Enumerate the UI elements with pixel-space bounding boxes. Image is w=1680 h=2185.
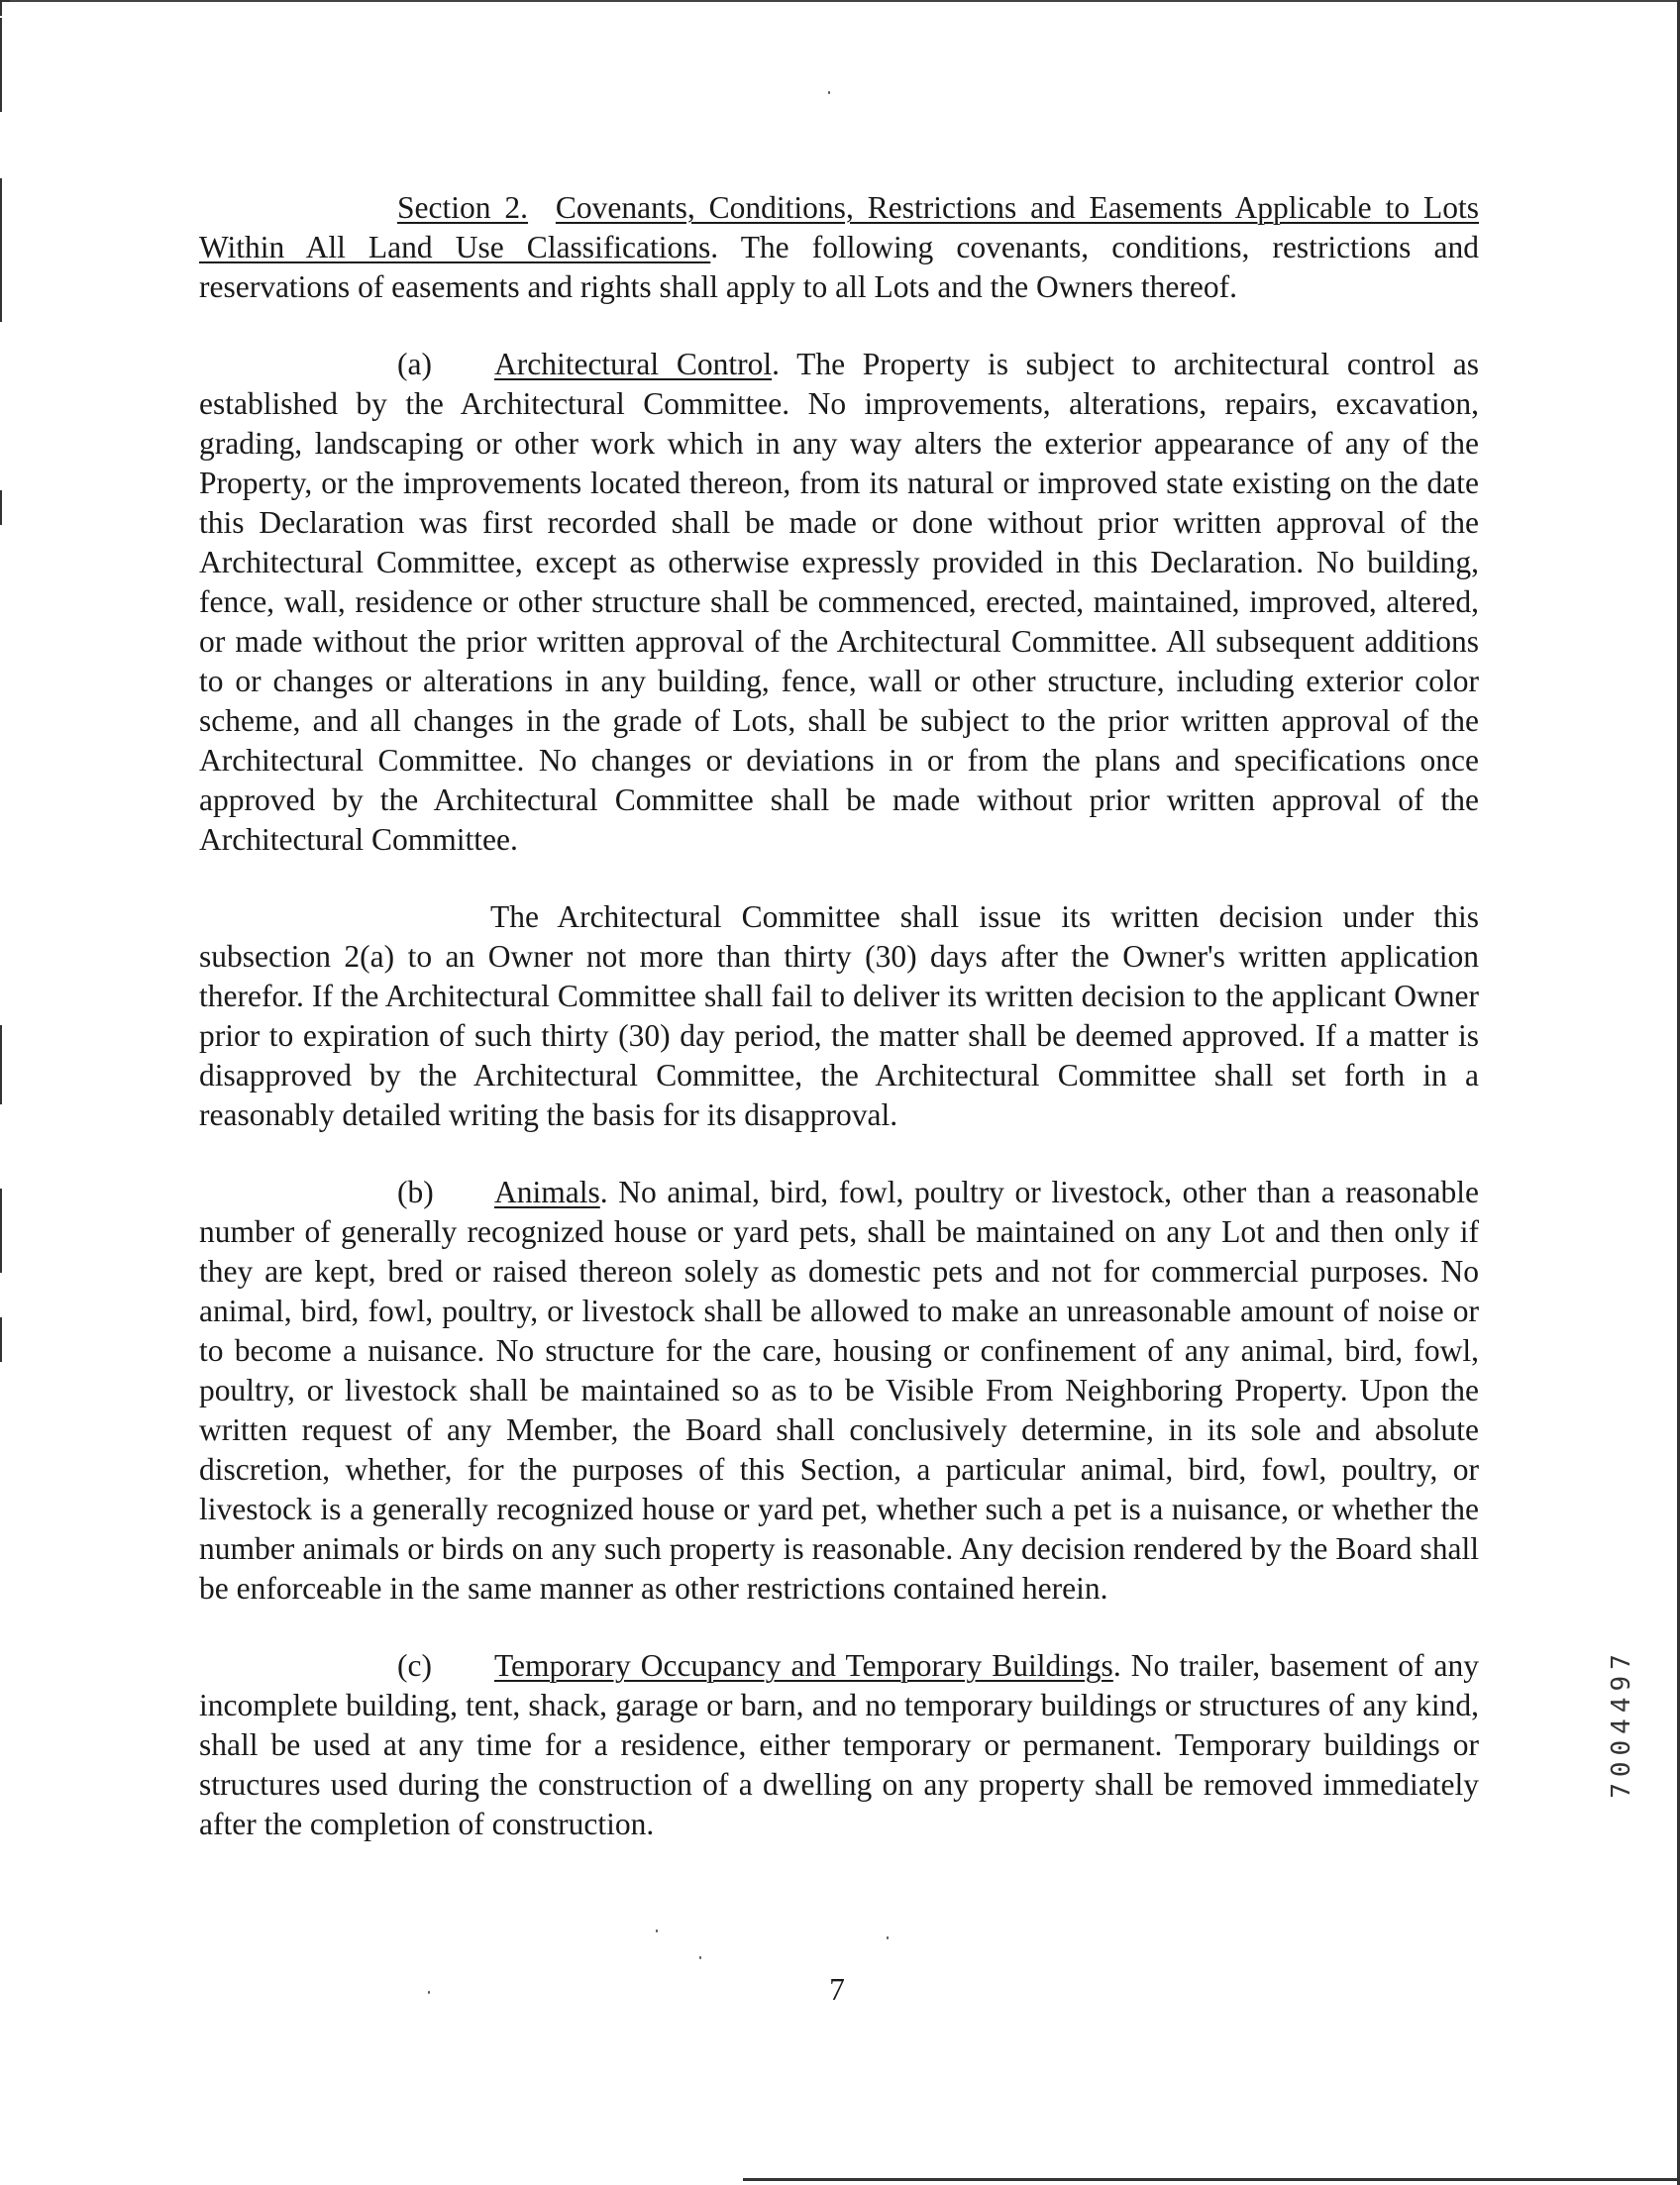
subsection-b-letter: (b) — [397, 1175, 434, 1209]
scan-bottom-edge — [743, 2178, 1680, 2181]
scan-left-mark — [0, 490, 2, 525]
scan-left-mark — [0, 1189, 2, 1273]
scan-top-edge — [0, 0, 1680, 2]
subsection-c-letter: (c) — [397, 1648, 432, 1683]
subsection-b-body: . No animal, bird, fowl, poultry or livestock, other than a reasonable number of generally recognized house or yard pets, shall be maintained on any Lot and then only if they are kept, bred or raised thereon solely as domestic pets and not for commercial purposes. No animal, bird, fowl, poultry, or livestock shall be allowed to make an unreasonable amount of noise or to become a nuisance. No structure for the care, housing or confinement of any animal, bird, fowl, poultry, or livestock shall be maintained so as to be Visible From Neighboring Property. Upon the written request of any Member, the Board shall conclusively determine, in its sole and absolute discretion, whether, for the purposes of this Section, a particular animal, bird, fowl, poultry, or livestock is a generally recognized house or yard pet, whether such a pet is a nuisance, or whether the number animals or birds on any such property is reasonable. Any decision rendered by the Board shall be enforceable in the same manner as other restrictions contained herein. — [199, 1175, 1479, 1606]
scan-speck — [656, 1929, 658, 1932]
section-2-title-part2: Within All Land Use Classifications — [199, 230, 711, 264]
scan-speck — [828, 91, 830, 94]
section-2-intro: . The following covenants, conditions, restrictions and reservations of easements and rights shall apply to all Lots and the Owners thereof. — [199, 230, 1479, 304]
subsection-a-letter: (a) — [397, 347, 432, 381]
subsection-a-paragraph — [199, 345, 1479, 860]
scan-left-mark — [0, 18, 2, 112]
scan-left-mark — [0, 178, 2, 322]
page-number: 7 — [829, 1972, 845, 2007]
subsection-c-paragraph — [199, 1646, 1479, 1844]
scan-speck — [699, 1956, 701, 1959]
margin-stamp-text: 7004497 — [1607, 1648, 1636, 1799]
subsection-c-body: . No trailer, basement of any incomplete building, tent, shack, garage or barn, and no temporary buildings or structures of any kind, shall be used at any time for a residence, either temporary or permanent. Temporary buildings or structures used during the construction of a dwelling on any property shall be removed immediately after the completion of construction. — [199, 1648, 1479, 1841]
subsection-a-title: Architectural Control — [494, 347, 773, 381]
section-2-title-part1: Covenants, Conditions, Restrictions and Easements Applicable to Lots — [555, 190, 1479, 225]
subsection-a-body: . The Property is subject to architectural control as established by the Architectural Committee. No improvements, alterations, repairs, excavation, grading, landscaping or other work which in any way alters the exterior appearance of any of the Property, or the improvements located thereon, from its natural or improved state existing on the date this Declaration was first recorded shall be made or done without prior written approval of the Architectural Committee, except as otherwise expressly provided in this Declaration. No building, fence, wall, residence or other structure shall be commenced, erected, maintained, improved, altered, or made without the prior written approval of the Architectural Committee. All subsequent additions to or changes or alterations in any building, fence, wall or other structure, including exterior color scheme, and all changes in the grade of Lots, shall be subject to the prior written approval of the Architectural Committee. No changes or deviations in or from the plans and specifications once approved by the Architectural Committee shall be made without prior written approval of the Architectural Committee. — [199, 347, 1479, 857]
subsection-c-title: Temporary Occupancy and Temporary Buildings — [494, 1648, 1113, 1683]
subsection-a-continuation-text: The Architectural Committee shall issue its written decision under this subsection 2(a) to an Owner not more than thirty (30) days after the Owner's written application therefor. If the Architectural Committee shall fail to deliver its written decision to the applicant Owner prior to expiration of such thirty (30) day period, the matter shall be deemed approved. If a matter is disapproved by the Architectural Committee, the Architectural Committee shall set forth in a reasonably detailed writing the basis for its disapproval. — [199, 899, 1479, 1132]
subsection-b-paragraph — [199, 1173, 1479, 1609]
scan-corner-mark — [0, 0, 10, 16]
document-body — [199, 188, 1479, 1844]
subsection-b-title: Animals — [494, 1175, 600, 1209]
scan-left-mark — [0, 1317, 2, 1362]
scan-left-mark — [0, 1025, 2, 1104]
subsection-a-continuation — [199, 897, 1479, 1135]
section-2-paragraph — [199, 188, 1479, 307]
margin-stamp — [1607, 1545, 1646, 1902]
scan-speck — [428, 1991, 430, 1994]
section-2-heading: Section 2. — [397, 190, 529, 225]
scan-speck — [887, 1936, 889, 1939]
